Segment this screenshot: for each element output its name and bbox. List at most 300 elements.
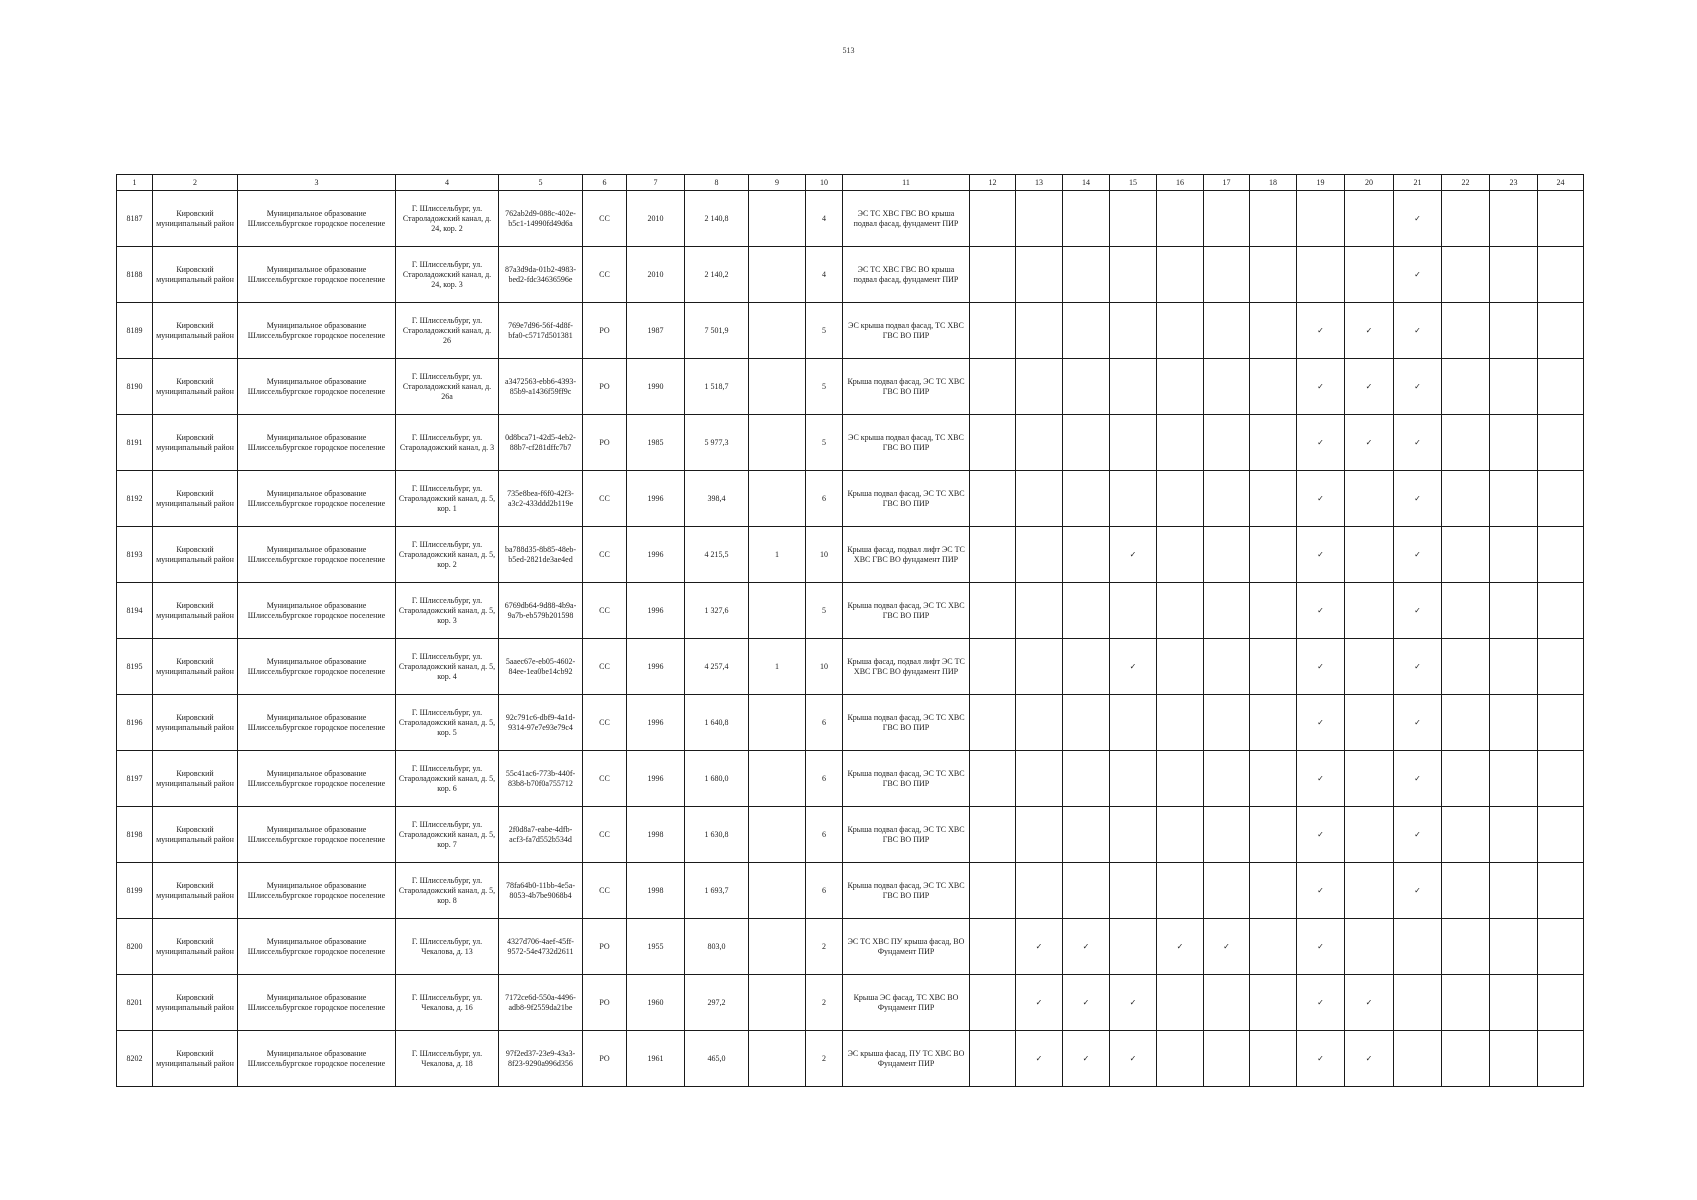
col23-cell [1490,527,1538,583]
col20-cell [1345,191,1394,247]
col20-cell [1345,751,1394,807]
col16-cell [1157,807,1204,863]
row-number: 8197 [117,751,153,807]
page-number: 513 [842,46,855,55]
col17-cell [1204,807,1250,863]
ownership-type-cell: РО [583,1031,627,1087]
col24-cell [1538,1031,1584,1087]
column-header-2: 2 [153,175,238,191]
col15-cell [1110,415,1157,471]
col13-cell [1016,247,1063,303]
ownership-type-cell: РО [583,919,627,975]
col16-cell [1157,471,1204,527]
district-cell: Кировский муниципальный район [153,1031,238,1087]
address-cell: Г. Шлиссельбург, ул. Староладожский канал, д. 3 [396,415,499,471]
col16-cell [1157,751,1204,807]
table-row [117,807,1584,863]
check-mark-icon: ✓ [1129,997,1137,1007]
works-list-cell: ЭС ТС ХВС ГВС ВО крыша подвал фасад, фундамент ПИР [843,191,970,247]
column-header-1: 1 [117,175,153,191]
district-cell: Кировский муниципальный район [153,303,238,359]
table-row [117,975,1584,1031]
works-list-cell: Крыша подвал фасад, ЭС ТС ХВС ГВС ВО ПИР [843,471,970,527]
col18-cell [1250,415,1297,471]
col13-cell [1016,471,1063,527]
col20-cell [1345,527,1394,583]
building-id-cell: 78fa64b0-11bb-4e5a-8053-4b7be9068b4 [499,863,583,919]
area-cell: 7 501,9 [685,303,749,359]
col24-cell [1538,583,1584,639]
col15-cell [1110,471,1157,527]
check-mark-icon: ✓ [1414,773,1421,783]
col10-cell: 4 [806,191,843,247]
row-number: 8193 [117,527,153,583]
col19-cell [1297,303,1345,359]
works-list-cell: Крыша ЭС фасад, ТС ХВС ВО Фундамент ПИР [843,975,970,1031]
check-mark-icon: ✓ [1129,661,1137,671]
col14-cell [1063,751,1110,807]
col14-cell [1063,583,1110,639]
col24-cell [1538,975,1584,1031]
row-number: 8201 [117,975,153,1031]
table-row [117,471,1584,527]
check-mark-icon: ✓ [1365,997,1373,1007]
check-mark-icon: ✓ [1129,1053,1137,1063]
ownership-type-cell: РО [583,415,627,471]
column-header-24: 24 [1538,175,1584,191]
col24-cell [1538,247,1584,303]
col13-cell [1016,751,1063,807]
col13-cell [1016,303,1063,359]
col14-cell [1063,863,1110,919]
area-cell: 1 518,7 [685,359,749,415]
col13-cell [1016,359,1063,415]
col21-cell [1394,471,1442,527]
col9-cell [749,919,806,975]
col24-cell [1538,919,1584,975]
col22-cell [1442,975,1490,1031]
check-mark-icon: ✓ [1082,941,1090,951]
check-mark-icon: ✓ [1414,213,1421,223]
area-cell: 4 257,4 [685,639,749,695]
works-list-cell: Крыша подвал фасад, ЭС ТС ХВС ГВС ВО ПИР [843,359,970,415]
col13-cell [1016,919,1063,975]
table-row [117,919,1584,975]
check-mark-icon: ✓ [1317,829,1324,839]
header-row [117,175,1584,191]
year-cell: 1996 [627,751,685,807]
municipality-cell: Муниципальное образование Шлиссельбургское городское поселение [238,471,396,527]
col12-cell [970,751,1016,807]
col24-cell [1538,863,1584,919]
column-header-9: 9 [749,175,806,191]
municipality-cell: Муниципальное образование Шлиссельбургское городское поселение [238,751,396,807]
works-list-cell: Крыша фасад, подвал лифт ЭС ТС ХВС ГВС ВО фундамент ПИР [843,527,970,583]
col9-cell [749,1031,806,1087]
table-row [117,359,1584,415]
col15-cell [1110,919,1157,975]
col15-cell [1110,583,1157,639]
column-header-12: 12 [970,175,1016,191]
ownership-type-cell: РО [583,303,627,359]
check-mark-icon: ✓ [1176,941,1184,951]
column-header-13: 13 [1016,175,1063,191]
works-list-cell: ЭС ТС ХВС ПУ крыша фасад, ВО Фундамент ПИР [843,919,970,975]
address-cell: Г. Шлиссельбург, ул. Староладожский канал, д. 5, кор. 1 [396,471,499,527]
works-list-cell: Крыша подвал фасад, ЭС ТС ХВС ГВС ВО ПИР [843,583,970,639]
col21-cell [1394,527,1442,583]
building-id-cell: 6769db64-9d88-4b9a-9a7b-eb579b201598 [499,583,583,639]
col14-cell [1063,1031,1110,1087]
col19-cell [1297,807,1345,863]
year-cell: 1955 [627,919,685,975]
column-header-4: 4 [396,175,499,191]
address-cell: Г. Шлиссельбург, ул. Староладожский канал, д. 5, кор. 7 [396,807,499,863]
area-cell: 2 140,8 [685,191,749,247]
col15-cell [1110,695,1157,751]
works-list-cell: Крыша подвал фасад, ЭС ТС ХВС ГВС ВО ПИР [843,863,970,919]
col23-cell [1490,303,1538,359]
check-mark-icon: ✓ [1317,381,1324,391]
col16-cell [1157,639,1204,695]
registry-table [116,174,1584,1087]
column-header-19: 19 [1297,175,1345,191]
col15-cell [1110,751,1157,807]
col9-cell [749,415,806,471]
district-cell: Кировский муниципальный район [153,975,238,1031]
row-number: 8190 [117,359,153,415]
column-header-10: 10 [806,175,843,191]
check-mark-icon: ✓ [1414,437,1421,447]
check-mark-icon: ✓ [1317,773,1324,783]
col10-cell: 2 [806,975,843,1031]
col21-cell [1394,751,1442,807]
check-mark-icon: ✓ [1317,661,1324,671]
col19-cell [1297,919,1345,975]
col9-cell [749,751,806,807]
col13-cell [1016,639,1063,695]
municipality-cell: Муниципальное образование Шлиссельбургское городское поселение [238,863,396,919]
check-mark-icon: ✓ [1317,325,1324,335]
check-mark-icon: ✓ [1317,941,1324,951]
col18-cell [1250,527,1297,583]
col16-cell [1157,527,1204,583]
district-cell: Кировский муниципальный район [153,247,238,303]
district-cell: Кировский муниципальный район [153,415,238,471]
col16-cell [1157,975,1204,1031]
address-cell: Г. Шлиссельбург, ул. Староладожский канал, д. 5, кор. 3 [396,583,499,639]
col10-cell: 5 [806,583,843,639]
municipality-cell: Муниципальное образование Шлиссельбургское городское поселение [238,247,396,303]
col15-cell [1110,1031,1157,1087]
col17-cell [1204,975,1250,1031]
municipality-cell: Муниципальное образование Шлиссельбургское городское поселение [238,359,396,415]
col23-cell [1490,751,1538,807]
check-mark-icon: ✓ [1082,1053,1090,1063]
col20-cell [1345,471,1394,527]
col23-cell [1490,919,1538,975]
table-row [117,863,1584,919]
col14-cell [1063,807,1110,863]
col23-cell [1490,1031,1538,1087]
col17-cell [1204,639,1250,695]
building-id-cell: 2f0d8a7-eabe-4dfb-acf3-fa7d552b534d [499,807,583,863]
check-mark-icon: ✓ [1414,885,1421,895]
col22-cell [1442,807,1490,863]
check-mark-icon: ✓ [1365,325,1373,335]
col20-cell [1345,1031,1394,1087]
year-cell: 1960 [627,975,685,1031]
check-mark-icon: ✓ [1223,941,1230,951]
column-header-17: 17 [1204,175,1250,191]
col18-cell [1250,863,1297,919]
area-cell: 1 630,8 [685,807,749,863]
area-cell: 803,0 [685,919,749,975]
ownership-type-cell: РО [583,975,627,1031]
col19-cell [1297,583,1345,639]
ownership-type-cell: СС [583,247,627,303]
address-cell: Г. Шлиссельбург, ул. Староладожский канал, д. 5, кор. 2 [396,527,499,583]
col10-cell: 10 [806,639,843,695]
year-cell: 1998 [627,863,685,919]
col15-cell [1110,975,1157,1031]
col17-cell [1204,415,1250,471]
col19-cell [1297,695,1345,751]
col10-cell: 10 [806,527,843,583]
col20-cell [1345,695,1394,751]
check-mark-icon: ✓ [1414,269,1421,279]
col16-cell [1157,359,1204,415]
col21-cell [1394,583,1442,639]
col9-cell [749,247,806,303]
col19-cell [1297,471,1345,527]
col18-cell [1250,191,1297,247]
column-header-22: 22 [1442,175,1490,191]
col20-cell [1345,583,1394,639]
col13-cell [1016,807,1063,863]
col22-cell [1442,527,1490,583]
check-mark-icon: ✓ [1414,829,1421,839]
row-number: 8199 [117,863,153,919]
col20-cell [1345,415,1394,471]
col16-cell [1157,191,1204,247]
col16-cell [1157,303,1204,359]
column-header-6: 6 [583,175,627,191]
col14-cell [1063,191,1110,247]
col12-cell [970,359,1016,415]
col23-cell [1490,975,1538,1031]
check-mark-icon: ✓ [1035,941,1043,951]
col23-cell [1490,247,1538,303]
col18-cell [1250,807,1297,863]
col9-cell [749,863,806,919]
col22-cell [1442,863,1490,919]
check-mark-icon: ✓ [1365,437,1373,447]
check-mark-icon: ✓ [1317,493,1324,503]
col21-cell [1394,919,1442,975]
row-number: 8188 [117,247,153,303]
row-number: 8198 [117,807,153,863]
col12-cell [970,583,1016,639]
municipality-cell: Муниципальное образование Шлиссельбургское городское поселение [238,919,396,975]
col13-cell [1016,975,1063,1031]
column-header-20: 20 [1345,175,1394,191]
col24-cell [1538,359,1584,415]
municipality-cell: Муниципальное образование Шлиссельбургское городское поселение [238,639,396,695]
col22-cell [1442,359,1490,415]
column-header-23: 23 [1490,175,1538,191]
col22-cell [1442,1031,1490,1087]
col24-cell [1538,191,1584,247]
table-row [117,247,1584,303]
area-cell: 5 977,3 [685,415,749,471]
check-mark-icon: ✓ [1317,885,1324,895]
col9-cell [749,471,806,527]
col15-cell [1110,527,1157,583]
column-header-14: 14 [1063,175,1110,191]
col18-cell [1250,583,1297,639]
col9-cell: 1 [749,639,806,695]
municipality-cell: Муниципальное образование Шлиссельбургское городское поселение [238,527,396,583]
col20-cell [1345,863,1394,919]
district-cell: Кировский муниципальный район [153,191,238,247]
col20-cell [1345,303,1394,359]
municipality-cell: Муниципальное образование Шлиссельбургское городское поселение [238,807,396,863]
col14-cell [1063,471,1110,527]
col12-cell [970,863,1016,919]
col10-cell: 5 [806,415,843,471]
table-row [117,415,1584,471]
district-cell: Кировский муниципальный район [153,695,238,751]
address-cell: Г. Шлиссельбург, ул. Староладожский канал, д. 26а [396,359,499,415]
table-row [117,583,1584,639]
check-mark-icon: ✓ [1317,717,1324,727]
ownership-type-cell: СС [583,527,627,583]
col18-cell [1250,975,1297,1031]
district-cell: Кировский муниципальный район [153,639,238,695]
col9-cell [749,975,806,1031]
col17-cell [1204,919,1250,975]
ownership-type-cell: РО [583,359,627,415]
year-cell: 1961 [627,1031,685,1087]
check-mark-icon: ✓ [1317,997,1324,1007]
municipality-cell: Муниципальное образование Шлиссельбургское городское поселение [238,1031,396,1087]
col21-cell [1394,639,1442,695]
column-header-7: 7 [627,175,685,191]
col20-cell [1345,807,1394,863]
address-cell: Г. Шлиссельбург, ул. Староладожский канал, д. 5, кор. 5 [396,695,499,751]
col23-cell [1490,583,1538,639]
works-list-cell: ЭС крыша подвал фасад, ТС ХВС ГВС ВО ПИР [843,303,970,359]
column-header-16: 16 [1157,175,1204,191]
col24-cell [1538,471,1584,527]
col9-cell [749,583,806,639]
col20-cell [1345,919,1394,975]
col15-cell [1110,807,1157,863]
district-cell: Кировский муниципальный район [153,359,238,415]
address-cell: Г. Шлиссельбург, ул. Староладожский канал, д. 5, кор. 6 [396,751,499,807]
col22-cell [1442,303,1490,359]
col16-cell [1157,415,1204,471]
col16-cell [1157,247,1204,303]
col15-cell [1110,303,1157,359]
ownership-type-cell: СС [583,695,627,751]
col13-cell [1016,1031,1063,1087]
building-id-cell: a3472563-ebb6-4393-85b9-a1436f59ff9c [499,359,583,415]
col21-cell [1394,191,1442,247]
row-number: 8195 [117,639,153,695]
col21-cell [1394,359,1442,415]
col20-cell [1345,359,1394,415]
building-id-cell: 4327d706-4aef-45ff-9572-54e4732d2611 [499,919,583,975]
col10-cell: 5 [806,303,843,359]
col14-cell [1063,415,1110,471]
works-list-cell: ЭС крыша фасад, ПУ ТС ХВС ВО Фундамент ПИР [843,1031,970,1087]
col16-cell [1157,695,1204,751]
col13-cell [1016,695,1063,751]
district-cell: Кировский муниципальный район [153,863,238,919]
col12-cell [970,191,1016,247]
address-cell: Г. Шлиссельбург, ул. Староладожский канал, д. 26 [396,303,499,359]
year-cell: 1996 [627,583,685,639]
table-row [117,527,1584,583]
row-number: 8189 [117,303,153,359]
col23-cell [1490,639,1538,695]
ownership-type-cell: СС [583,639,627,695]
works-list-cell: Крыша подвал фасад, ЭС ТС ХВС ГВС ВО ПИР [843,807,970,863]
col10-cell: 5 [806,359,843,415]
area-cell: 398,4 [685,471,749,527]
check-mark-icon: ✓ [1317,549,1324,559]
ownership-type-cell: СС [583,807,627,863]
col24-cell [1538,751,1584,807]
col23-cell [1490,471,1538,527]
col17-cell [1204,303,1250,359]
col17-cell [1204,247,1250,303]
col21-cell [1394,807,1442,863]
col23-cell [1490,863,1538,919]
municipality-cell: Муниципальное образование Шлиссельбургское городское поселение [238,583,396,639]
col9-cell: 1 [749,527,806,583]
year-cell: 2010 [627,247,685,303]
district-cell: Кировский муниципальный район [153,919,238,975]
check-mark-icon: ✓ [1082,997,1090,1007]
col19-cell [1297,247,1345,303]
works-list-cell: Крыша подвал фасад, ЭС ТС ХВС ГВС ВО ПИР [843,751,970,807]
col15-cell [1110,863,1157,919]
col14-cell [1063,919,1110,975]
check-mark-icon: ✓ [1317,605,1324,615]
row-number: 8187 [117,191,153,247]
area-cell: 465,0 [685,1031,749,1087]
area-cell: 1 640,8 [685,695,749,751]
col10-cell: 2 [806,919,843,975]
check-mark-icon: ✓ [1414,717,1421,727]
col12-cell [970,639,1016,695]
col10-cell: 4 [806,247,843,303]
col21-cell [1394,247,1442,303]
col20-cell [1345,639,1394,695]
ownership-type-cell: СС [583,751,627,807]
col17-cell [1204,471,1250,527]
ownership-type-cell: СС [583,863,627,919]
col10-cell: 6 [806,751,843,807]
check-mark-icon: ✓ [1035,997,1043,1007]
col14-cell [1063,303,1110,359]
col22-cell [1442,191,1490,247]
check-mark-icon: ✓ [1365,381,1373,391]
column-header-8: 8 [685,175,749,191]
